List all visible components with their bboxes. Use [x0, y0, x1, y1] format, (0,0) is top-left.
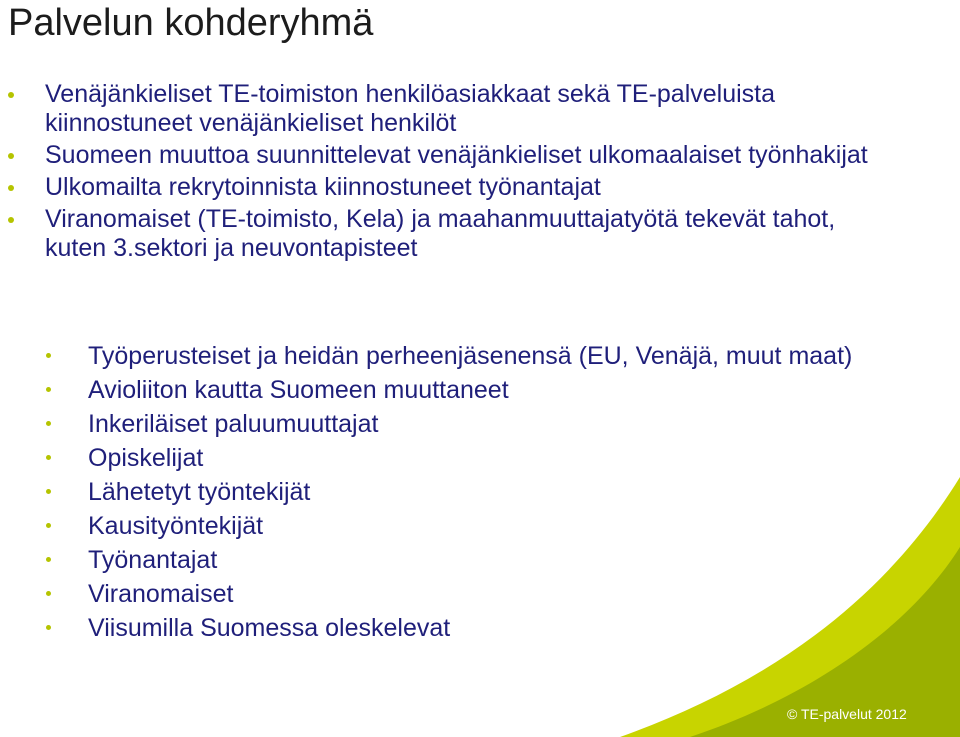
list-item-text: Venäjänkieliset TE-toimiston henkilöasiakkaat sekä TE-palveluista kiinnostuneet venäjänkieliset henkilöt: [45, 80, 776, 137]
list-item: [8, 205, 888, 263]
list-item-text: Inkeriläiset paluumuuttajat: [88, 410, 379, 438]
list-item: [46, 375, 906, 405]
bullet-icon: [46, 421, 51, 426]
list-item-text: Työnantajat: [88, 546, 218, 574]
list-item: [46, 409, 906, 439]
list-item-text: Suomeen muuttoa suunnittelevat venäjänkieliset ulkomaalaiset työnhakijat: [45, 141, 868, 169]
bullet-icon: [46, 557, 51, 562]
primary-bullet-list: [8, 80, 888, 266]
decorative-swoosh: [620, 457, 960, 737]
page-title: Palvelun kohderyhmä: [8, 2, 374, 44]
list-item: [8, 141, 888, 170]
bullet-icon: [46, 523, 51, 528]
list-item-text: Työperusteiset ja heidän perheenjäsenensä (EU, Venäjä, muut maat): [88, 342, 853, 370]
list-item-text: Viisumilla Suomessa oleskelevat: [88, 614, 451, 642]
bullet-icon: [8, 153, 14, 159]
bullet-icon: [8, 92, 14, 98]
list-item: [8, 173, 888, 202]
list-item: [8, 80, 888, 138]
bullet-icon: [8, 185, 14, 191]
list-item-text: Ulkomailta rekrytoinnista kiinnostuneet työnantajat: [45, 173, 601, 201]
list-item-text: Viranomaiset: [88, 580, 234, 608]
bullet-icon: [46, 625, 51, 630]
list-item: [46, 341, 906, 371]
list-item-text: Lähetetyt työntekijät: [88, 478, 311, 506]
bullet-icon: [8, 217, 14, 223]
bullet-icon: [46, 489, 51, 494]
list-item-text: Opiskelijat: [88, 444, 204, 472]
bullet-icon: [46, 455, 51, 460]
bullet-icon: [46, 591, 51, 596]
bullet-icon: [46, 353, 51, 358]
bullet-icon: [46, 387, 51, 392]
copyright-footer: © TE-palvelut 2012: [787, 706, 907, 722]
list-item-text: Kausityöntekijät: [88, 512, 264, 540]
list-item-text: Viranomaiset (TE-toimisto, Kela) ja maahanmuuttajatyötä tekevät tahot, kuten 3.sektori ja neuvontapisteet: [45, 205, 836, 262]
list-item-text: Avioliiton kautta Suomeen muuttaneet: [88, 376, 509, 404]
